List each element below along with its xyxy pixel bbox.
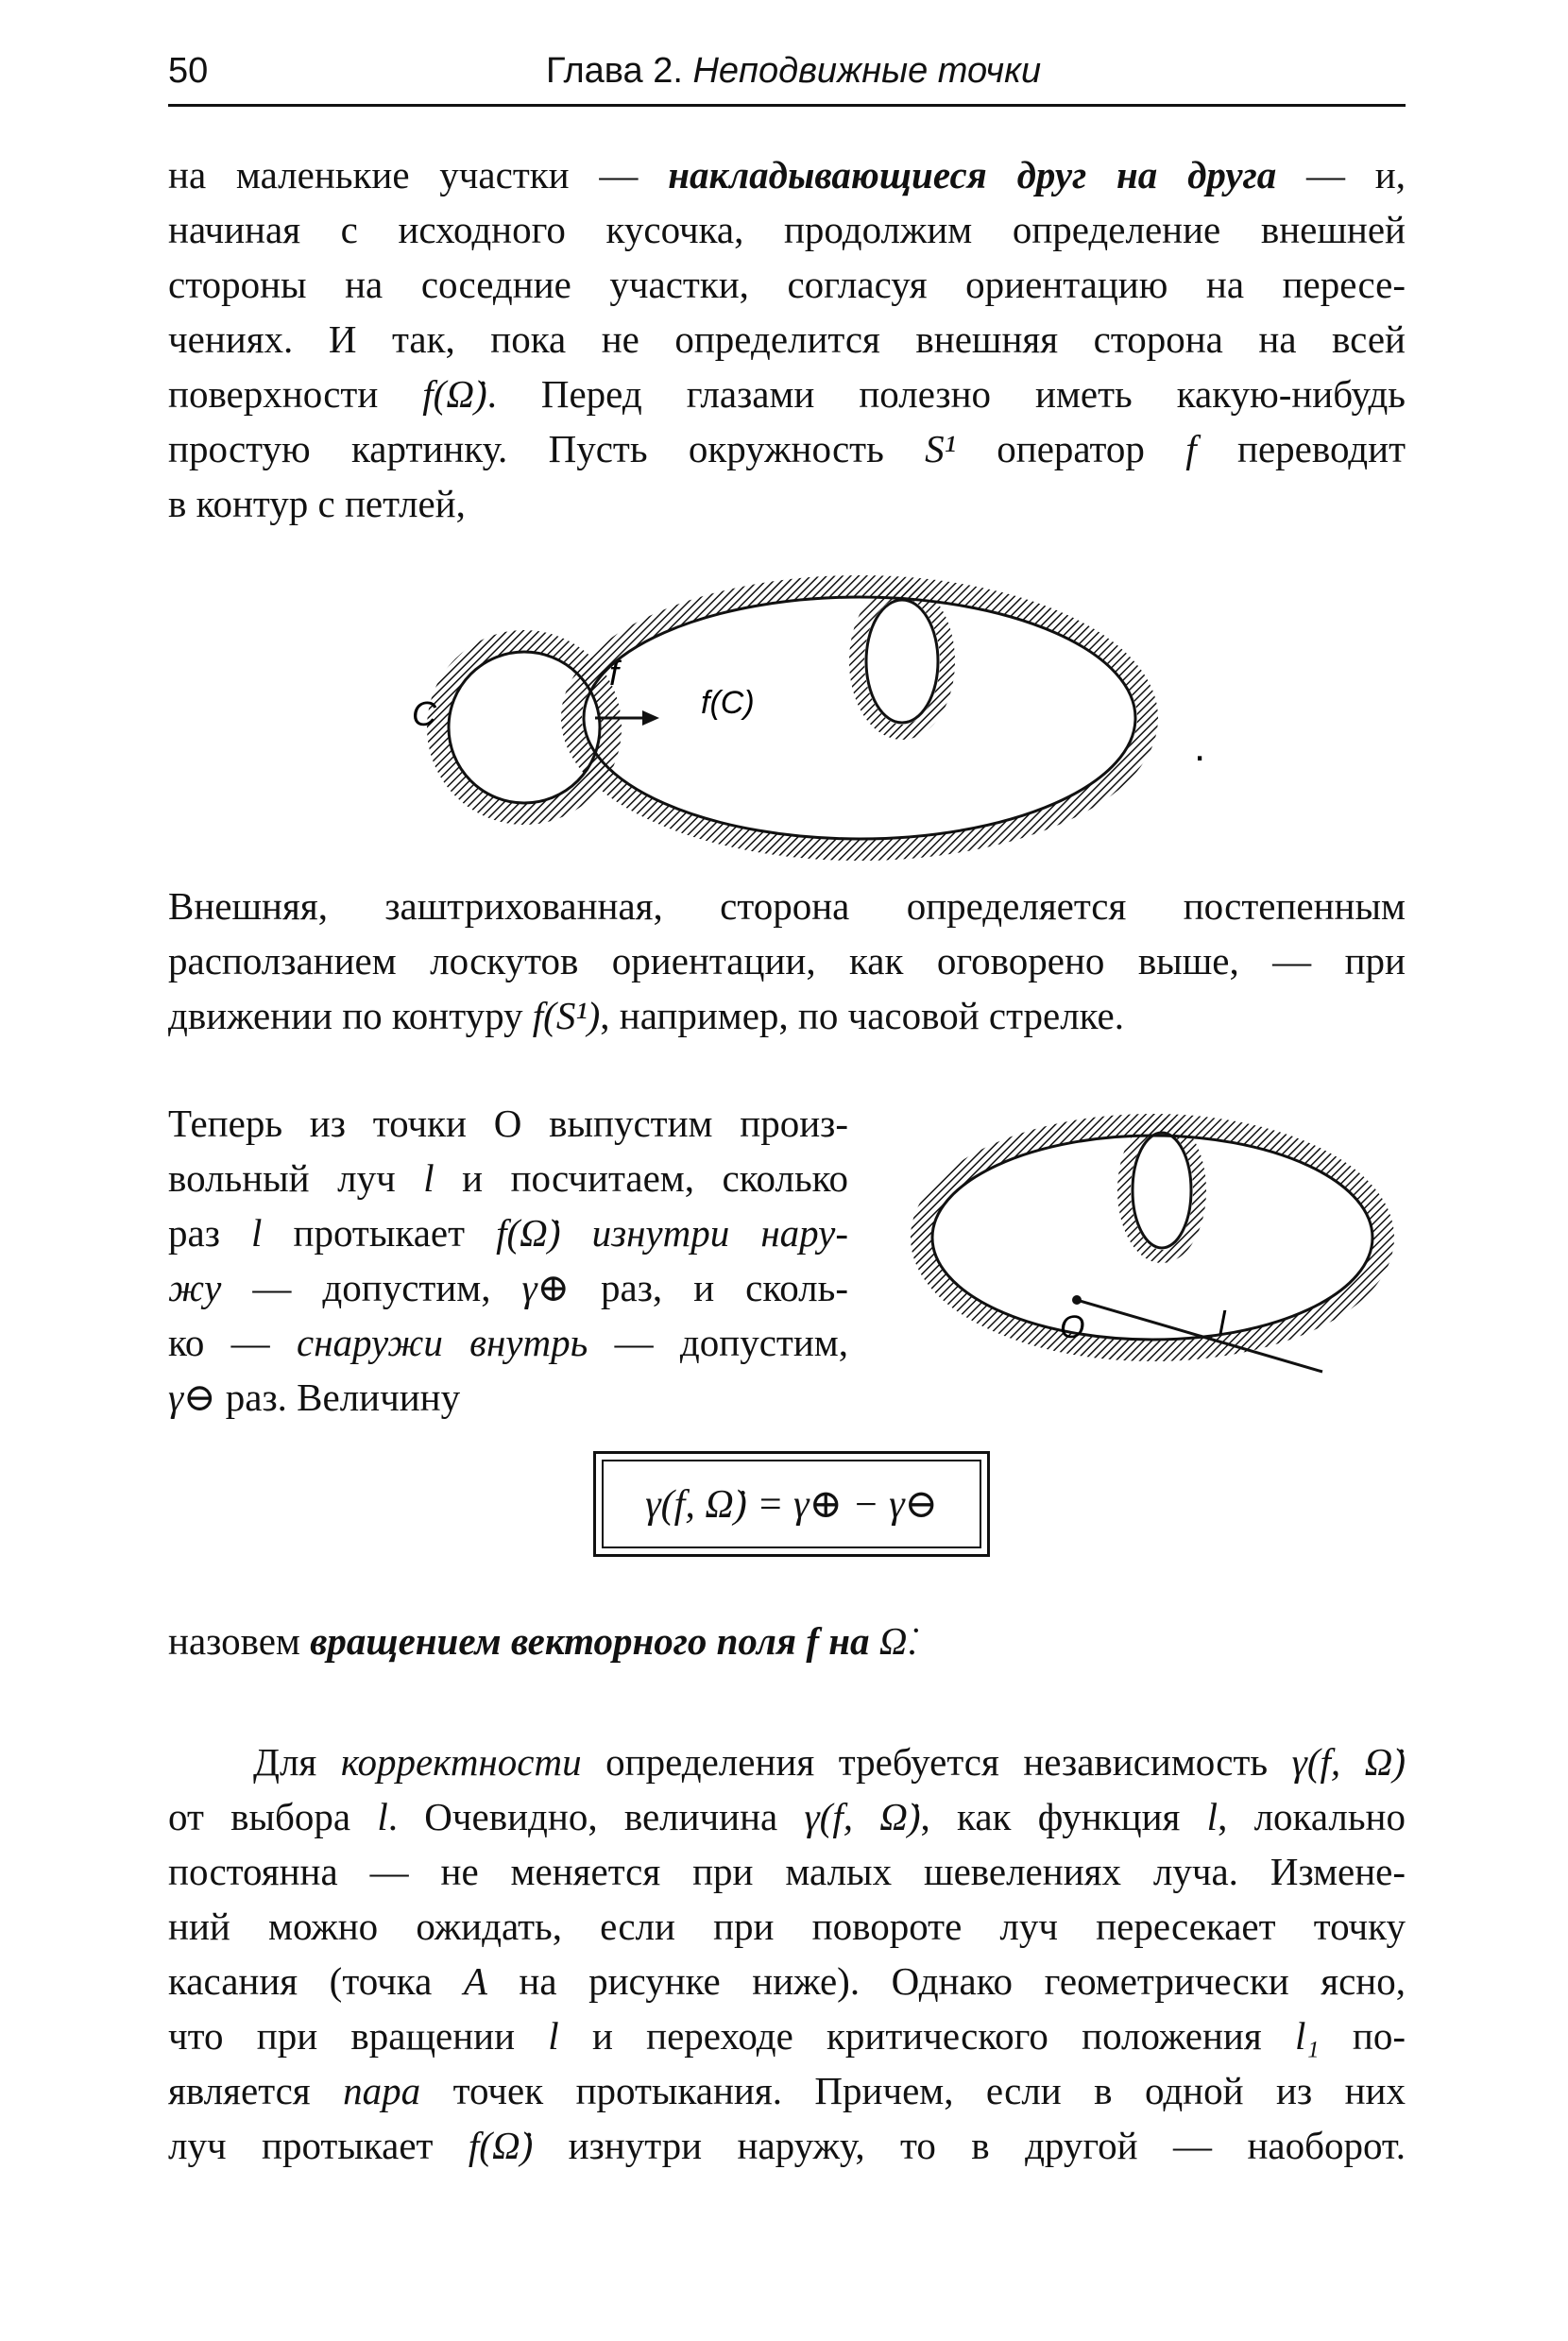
text-line: Для корректности определения требуется независимость γ(f, Ω̇)	[253, 1740, 1406, 1784]
rotation-formula: γ(f, Ω̇) = γ⊕ − γ⊖	[645, 1483, 938, 1527]
text-line: жу — допустим, γ⊕ раз, и сколь-	[168, 1266, 848, 1309]
arrow-label: f	[609, 654, 620, 692]
text-line: назовем вращением векторного поля f на Ω̇.	[168, 1619, 917, 1663]
ray-label: l	[1219, 1306, 1226, 1341]
figure-ray-through-contour	[907, 1096, 1417, 1379]
paragraph-2	[168, 879, 1406, 1043]
hatched-contour	[921, 1124, 1384, 1351]
definition-line	[168, 1614, 1406, 1668]
text-line: движении по контуру f(S¹), например, по часовой стрелке.	[168, 994, 1125, 1037]
running-head	[168, 49, 1406, 107]
chapter-title	[546, 51, 1041, 92]
text-line: поверхности f(Ω̇). Перед глазами полезно иметь какую-нибудь	[168, 372, 1406, 416]
loop-outline	[1133, 1133, 1191, 1248]
point-o-label: O	[1060, 1309, 1085, 1345]
text-line: ний можно ожидать, если при повороте луч пересекает точку	[168, 1905, 1406, 1948]
text-line: что при вращении l и переходе критического положения l₁ по-	[168, 2014, 1406, 2058]
text-line: в контур с петлей,	[168, 482, 466, 525]
loop-outline	[866, 600, 938, 723]
text-line: на маленькие участки — накладывающиеся друг на друга — и,	[168, 153, 1406, 197]
arrow-head	[642, 710, 659, 726]
paragraph-3	[168, 1096, 848, 1425]
text-line: начиная с исходного кусочка, продолжим определение внешней	[168, 208, 1406, 251]
paragraph-1	[168, 147, 1406, 531]
chapter-prefix: Глава 2.	[546, 51, 683, 91]
text-line: Теперь из точки O выпустим произ-	[168, 1102, 848, 1145]
text-line: раз l протыкает f(Ω̇) изнутри нару-	[168, 1211, 848, 1255]
text-line: γ⊖ раз. Величину	[168, 1376, 461, 1419]
text-line: простую картинку. Пусть окружность S¹ оператор f переводит	[168, 427, 1406, 470]
text-line: чениях. И так, пока не определится внешняя сторона на всей	[168, 317, 1406, 361]
text-line: стороны на соседние участки, согласуя ориентацию на пересе-	[168, 263, 1406, 306]
text-line: постоянна — не меняется при малых шевелениях луча. Измене-	[168, 1850, 1406, 1893]
text-line: касания (точка A на рисунке ниже). Однако геометрически ясно,	[168, 1959, 1406, 2003]
paragraph-4	[168, 1734, 1406, 2173]
text-line: ко — снаружи внутрь — допустим,	[168, 1321, 848, 1364]
hatched-loop	[1124, 1124, 1200, 1256]
contour-outline	[932, 1136, 1372, 1340]
text-line: Внешняя, заштрихованная, сторона определяется постепенным	[168, 884, 1406, 928]
figure-dot: .	[1194, 724, 1206, 770]
chapter-name: Неподвижные точки	[692, 51, 1042, 91]
formula-box	[593, 1451, 990, 1557]
text-line: от выбора l. Очевидно, величина γ(f, Ω̇), как функция l, локально	[168, 1795, 1406, 1838]
text-line: расползанием лоскутов ориентации, как оговорено выше, — при	[168, 939, 1406, 983]
text-line: является пара точек протыкания. Причем, если в одной из них	[168, 2069, 1406, 2112]
contour-label: f(C)	[701, 685, 755, 721]
text-line: вольный луч l и посчитаем, сколько	[168, 1156, 848, 1200]
figure-circle-to-loop	[378, 567, 1228, 869]
page-number: 50	[168, 51, 209, 91]
text-line: луч протыкает f(Ω̇) изнутри наружу, то в другой — наоборот.	[168, 2124, 1406, 2167]
hatched-loop	[857, 590, 947, 732]
circle-label: C	[412, 694, 436, 733]
